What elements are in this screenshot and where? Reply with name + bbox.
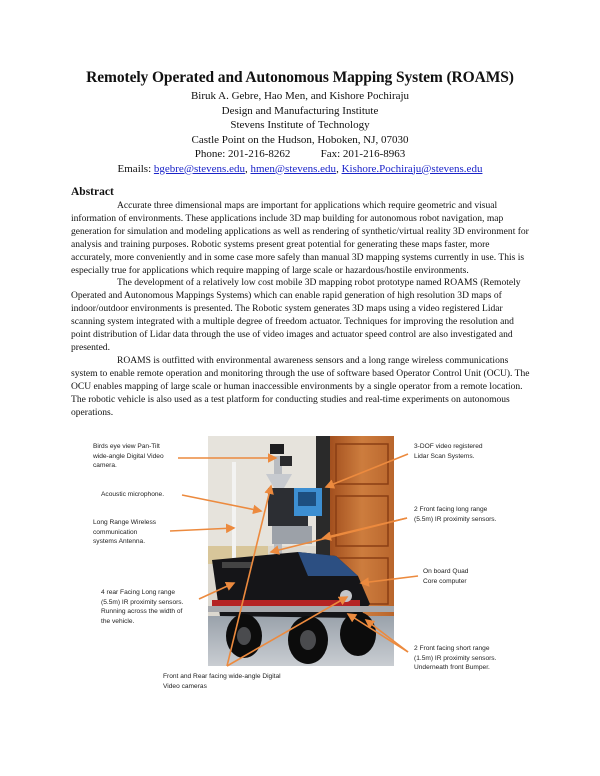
address: Castle Point on the Hudson, Hoboken, NJ, 07030 (191, 133, 409, 146)
abstract-heading: Abstract (71, 186, 114, 198)
contact-numbers (0, 147, 600, 162)
emails-label: Emails: (117, 162, 152, 175)
arrow-front-ir-2 (323, 518, 407, 538)
abstract-paragraph: ROAMS is outfitted with environmental awareness sensors and a long range wireless communications system to enable remote operation and monitoring through the use of software based Operator Control Unit (OCU). The OCU enables mapping of large scale or human inaccessible environments by a single operator from a remote location. The robotic vehicle is also used as a test platform for conducting studies and real-time experiments on autonomous operations. (71, 354, 530, 418)
abstract-paragraph: The development of a relatively low cost mobile 3D mapping robot prototype named ROAMS (Remotely Operated and Autonomous Mappings Systems) which can enable rapid generation of high resolution 3D maps of indoor/outdoor environments is presented. The Robotic system generates 3D maps using a video registered Lidar scanning system integrated with a multiple degree of freedom actuator. Techniques for improving the resolution and point distribution of Lidar data through the use of video images and actuator speed control are also investigated and presented. (71, 277, 521, 353)
email-link-men[interactable]: hmen@stevens.edu (250, 162, 337, 175)
label-pan-tilt-camera: Birds eye view Pan-Tilt wide-angle Digital Video camera. (93, 443, 164, 470)
emails: Emails: bgebre@stevens.edu, hmen@stevens.edu, Kishore.Pochiraju@stevens.edu (117, 162, 483, 175)
paper-title: Remotely Operated and Autonomous Mapping System (ROAMS) (86, 69, 514, 86)
arrow-front-short-ir-2 (348, 614, 408, 652)
arrow-computer (361, 576, 418, 583)
label-lidar: 3-DOF video registered Lidar Scan Systems. (414, 443, 483, 460)
label-front-short-ir: 2 Front facing short range (1.5m) IR proximity sensors. Underneath front Bumper. (414, 645, 497, 672)
affiliation-institute: Stevens Institute of Technology (230, 119, 370, 131)
label-microphone: Acoustic microphone. (101, 491, 165, 498)
fax: Fax: 201-216-8963 (320, 148, 406, 160)
arrow-camera-rear (227, 486, 271, 666)
authors: Biruk A. Gebre, Hao Men, and Kishore Pochiraju (190, 90, 410, 102)
abstract-paragraph: Accurate three dimensional maps are important for applications which require geometric and visual information of environments. These applications include 3D map building for autonomous robot navigation, map generation for simulation and modeling applications as well as rendering of synthetic/virtual reality 3D environment for analysis and training purposes. Robotic systems present great potential for generating these maps faster, more accurately, more conveniently and in some case more safely than manual 3D mapping systems currently in use. This is especially true for applications which require mapping of large scale or hazardous/hostile environments. (71, 200, 529, 276)
callout-arrows (0, 430, 600, 730)
arrow-lidar (326, 454, 408, 487)
email-link-pochiraju[interactable]: Kishore.Pochiraju@stevens.edu (341, 162, 483, 175)
affiliation-department: Design and Manufacturing Institute (221, 104, 379, 117)
phone: Phone: 201-216-8262 (194, 148, 291, 160)
label-computer: On board Quad Core computer (423, 568, 469, 585)
arrow-camera-front (227, 597, 347, 666)
email-link-gebre[interactable]: bgebre@stevens.edu (153, 162, 245, 175)
label-front-long-ir: 2 Front facing long range (5.5m) IR proximity sensors. (414, 506, 497, 523)
abstract-body (71, 200, 530, 419)
arrow-antenna (170, 528, 234, 531)
paper-header (0, 68, 600, 176)
arrow-rear-ir (199, 583, 234, 599)
label-rear-ir-sensors: 4 rear Facing Long range (5.5m) IR proximity sensors. Running across the width of the vehicle. (101, 589, 184, 625)
robot-figure (0, 430, 600, 730)
label-video-cameras: Front and Rear facing wide-angle Digital Video cameras (163, 673, 281, 690)
label-antenna: Long Range Wireless communication systems Antenna. (93, 519, 157, 546)
arrow-microphone (182, 495, 261, 511)
